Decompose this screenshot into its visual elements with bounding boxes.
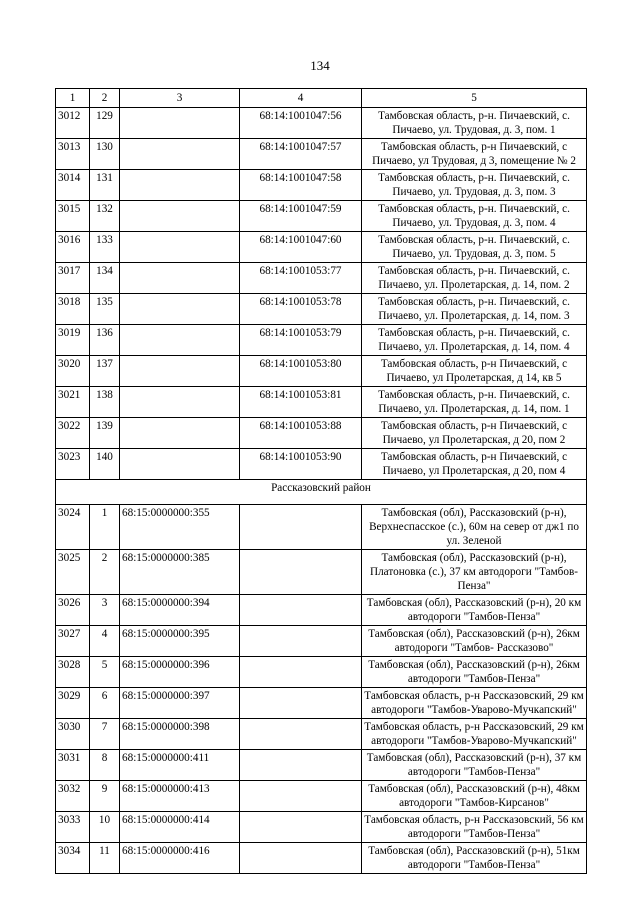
cadastral-number-a-cell	[120, 387, 240, 418]
header-cell: 4	[240, 89, 362, 108]
item-number-cell: 9	[90, 781, 120, 812]
item-number-cell: 10	[90, 812, 120, 843]
item-number-cell: 133	[90, 232, 120, 263]
item-number-cell: 1	[90, 505, 120, 550]
table-row	[56, 781, 587, 812]
cadastral-number-b-cell: 68:14:1001053:88	[240, 418, 362, 449]
cadastral-number-b-cell: 68:14:1001053:77	[240, 263, 362, 294]
address-cell: Тамбовская (обл), Рассказовский (р-н), 51км автодороги "Тамбов-Пенза"	[362, 843, 587, 874]
table-row	[56, 232, 587, 263]
item-number-cell: 129	[90, 108, 120, 139]
cadastral-number-a-cell	[120, 139, 240, 170]
header-cell: 3	[120, 89, 240, 108]
table-row	[56, 356, 587, 387]
address-cell: Тамбовская область, р-н Рассказовский, 56 км автодороги "Тамбов-Пенза"	[362, 812, 587, 843]
row-number-cell: 3013	[56, 139, 90, 170]
cadastral-number-a-cell	[120, 325, 240, 356]
table-row	[56, 294, 587, 325]
cadastral-number-b-cell: 68:14:1001053:90	[240, 449, 362, 480]
table-row	[56, 201, 587, 232]
cadastral-number-a-cell: 68:15:0000000:397	[120, 688, 240, 719]
table-row	[56, 843, 587, 874]
cadastral-number-b-cell: 68:14:1001047:58	[240, 170, 362, 201]
cadastral-number-b-cell	[240, 626, 362, 657]
row-number-cell: 3028	[56, 657, 90, 688]
row-number-cell: 3016	[56, 232, 90, 263]
cadastral-number-b-cell	[240, 781, 362, 812]
row-number-cell: 3023	[56, 449, 90, 480]
cadastral-number-b-cell	[240, 595, 362, 626]
item-number-cell: 136	[90, 325, 120, 356]
address-cell: Тамбовская область, р-н. Пичаевский, с. Пичаево, ул. Пролетарская, д. 14, пом. 3	[362, 294, 587, 325]
row-number-cell: 3030	[56, 719, 90, 750]
cadastral-number-b-cell: 68:14:1001047:60	[240, 232, 362, 263]
address-cell: Тамбовская область, р-н. Пичаевский, с. Пичаево, ул. Пролетарская, д. 14, пом. 2	[362, 263, 587, 294]
table-row	[56, 170, 587, 201]
cadastral-number-a-cell	[120, 201, 240, 232]
item-number-cell: 131	[90, 170, 120, 201]
item-number-cell: 137	[90, 356, 120, 387]
cadastral-number-a-cell: 68:15:0000000:394	[120, 595, 240, 626]
page-number: 134	[310, 58, 330, 73]
table-row	[56, 595, 587, 626]
item-number-cell: 138	[90, 387, 120, 418]
table-row	[56, 719, 587, 750]
row-number-cell: 3022	[56, 418, 90, 449]
cadastral-number-a-cell	[120, 418, 240, 449]
table-row	[56, 550, 587, 595]
cadastral-number-b-cell	[240, 812, 362, 843]
section-row	[56, 480, 587, 505]
table-row	[56, 325, 587, 356]
address-cell: Тамбовская область, р-н Пичаевский, с Пичаево, ул Пролетарская, д 20, пом 4	[362, 449, 587, 480]
item-number-cell: 11	[90, 843, 120, 874]
cadastral-number-b-cell	[240, 505, 362, 550]
table-row	[56, 139, 587, 170]
cadastral-number-b-cell	[240, 843, 362, 874]
cadastral-number-b-cell: 68:14:1001053:78	[240, 294, 362, 325]
item-number-cell: 6	[90, 688, 120, 719]
table-row	[56, 263, 587, 294]
cadastral-number-a-cell: 68:15:0000000:414	[120, 812, 240, 843]
cadastral-number-b-cell: 68:14:1001053:79	[240, 325, 362, 356]
address-cell: Тамбовская (обл), Рассказовский (р-н), 37 км автодороги "Тамбов-Пенза"	[362, 750, 587, 781]
row-number-cell: 3017	[56, 263, 90, 294]
address-cell: Тамбовская область, р-н Пичаевский, с Пичаево, ул Трудовая, д 3, помещение № 2	[362, 139, 587, 170]
table-row	[56, 418, 587, 449]
address-cell: Тамбовская (обл), Рассказовский (р-н), 26км автодороги "Тамбов-Пенза"	[362, 657, 587, 688]
row-number-cell: 3029	[56, 688, 90, 719]
row-number-cell: 3021	[56, 387, 90, 418]
row-number-cell: 3025	[56, 550, 90, 595]
address-cell: Тамбовская (обл), Рассказовский (р-н), Платоновка (с.), 37 км автодороги "Тамбов-Пенза"	[362, 550, 587, 595]
cadastral-number-a-cell	[120, 263, 240, 294]
table-row	[56, 505, 587, 550]
address-cell: Тамбовская область, р-н. Пичаевский, с. Пичаево, ул. Трудовая, д. 3, пом. 1	[362, 108, 587, 139]
row-number-cell: 3026	[56, 595, 90, 626]
cadastral-number-a-cell: 68:15:0000000:385	[120, 550, 240, 595]
item-number-cell: 139	[90, 418, 120, 449]
row-number-cell: 3015	[56, 201, 90, 232]
row-number-cell: 3014	[56, 170, 90, 201]
section-title: Рассказовский район	[56, 480, 587, 505]
row-number-cell: 3033	[56, 812, 90, 843]
cadastral-number-b-cell: 68:14:1001047:57	[240, 139, 362, 170]
header-cell: 1	[56, 89, 90, 108]
item-number-cell: 3	[90, 595, 120, 626]
item-number-cell: 4	[90, 626, 120, 657]
cadastral-number-b-cell	[240, 688, 362, 719]
cadastral-number-b-cell	[240, 657, 362, 688]
header-cell: 2	[90, 89, 120, 108]
row-number-cell: 3027	[56, 626, 90, 657]
cadastral-number-a-cell: 68:15:0000000:355	[120, 505, 240, 550]
address-cell: Тамбовская (обл), Рассказовский (р-н), 48км автодороги "Тамбов-Кирсанов"	[362, 781, 587, 812]
address-cell: Тамбовская область, р-н Рассказовский, 29 км автодороги "Тамбов-Уварово-Мучкапский"	[362, 719, 587, 750]
item-number-cell: 2	[90, 550, 120, 595]
table-row	[56, 812, 587, 843]
table-row	[56, 108, 587, 139]
item-number-cell: 7	[90, 719, 120, 750]
address-cell: Тамбовская область, р-н. Пичаевский, с. Пичаево, ул. Пролетарская, д. 14, пом. 1	[362, 387, 587, 418]
row-number-cell: 3032	[56, 781, 90, 812]
cadastral-number-b-cell: 68:14:1001047:56	[240, 108, 362, 139]
table-row	[56, 657, 587, 688]
header-cell: 5	[362, 89, 587, 108]
cadastral-number-a-cell	[120, 294, 240, 325]
item-number-cell: 134	[90, 263, 120, 294]
item-number-cell: 130	[90, 139, 120, 170]
address-cell: Тамбовская (обл), Рассказовский (р-н), Верхнеспасское (с.), 60м на север от дж1 по ул. Зеленой	[362, 505, 587, 550]
cadastral-number-a-cell	[120, 170, 240, 201]
row-number-cell: 3020	[56, 356, 90, 387]
row-number-cell: 3018	[56, 294, 90, 325]
cadastral-number-a-cell: 68:15:0000000:395	[120, 626, 240, 657]
address-cell: Тамбовская область, р-н. Пичаевский, с. Пичаево, ул. Пролетарская, д. 14, пом. 4	[362, 325, 587, 356]
table-row	[56, 387, 587, 418]
address-cell: Тамбовская (обл), Рассказовский (р-н), 20 км автодороги "Тамбов-Пенза"	[362, 595, 587, 626]
table-row	[56, 688, 587, 719]
table-row	[56, 626, 587, 657]
item-number-cell: 135	[90, 294, 120, 325]
cadastral-number-b-cell	[240, 750, 362, 781]
item-number-cell: 5	[90, 657, 120, 688]
address-cell: Тамбовская область, р-н. Пичаевский, с. Пичаево, ул. Трудовая, д. 3, пом. 3	[362, 170, 587, 201]
cadastral-number-b-cell: 68:14:1001053:81	[240, 387, 362, 418]
address-cell: Тамбовская область, р-н Пичаевский, с Пичаево, ул Пролетарская, д 14, кв 5	[362, 356, 587, 387]
address-cell: Тамбовская область, р-н Рассказовский, 29 км автодороги "Тамбов-Уварово-Мучкапский"	[362, 688, 587, 719]
row-number-cell: 3031	[56, 750, 90, 781]
row-number-cell: 3024	[56, 505, 90, 550]
table-row	[56, 449, 587, 480]
item-number-cell: 132	[90, 201, 120, 232]
cadastral-number-b-cell: 68:14:1001047:59	[240, 201, 362, 232]
header-row	[56, 89, 587, 108]
row-number-cell: 3034	[56, 843, 90, 874]
cadastral-number-a-cell: 68:15:0000000:396	[120, 657, 240, 688]
cadastral-number-a-cell	[120, 108, 240, 139]
address-cell: Тамбовская область, р-н. Пичаевский, с. Пичаево, ул. Трудовая, д. 3, пом. 5	[362, 232, 587, 263]
address-cell: Тамбовская область, р-н Пичаевский, с Пичаево, ул Пролетарская, д 20, пом 2	[362, 418, 587, 449]
item-number-cell: 140	[90, 449, 120, 480]
cadastral-number-a-cell: 68:15:0000000:411	[120, 750, 240, 781]
cadastral-number-b-cell	[240, 719, 362, 750]
cadastral-number-a-cell	[120, 449, 240, 480]
cadastral-number-a-cell: 68:15:0000000:416	[120, 843, 240, 874]
registry-table	[55, 88, 587, 874]
cadastral-number-b-cell	[240, 550, 362, 595]
item-number-cell: 8	[90, 750, 120, 781]
cadastral-number-a-cell: 68:15:0000000:413	[120, 781, 240, 812]
row-number-cell: 3019	[56, 325, 90, 356]
address-cell: Тамбовская (обл), Рассказовский (р-н), 26км автодороги "Тамбов- Рассказово"	[362, 626, 587, 657]
cadastral-number-a-cell	[120, 232, 240, 263]
address-cell: Тамбовская область, р-н. Пичаевский, с. Пичаево, ул. Трудовая, д. 3, пом. 4	[362, 201, 587, 232]
table-row	[56, 750, 587, 781]
row-number-cell: 3012	[56, 108, 90, 139]
cadastral-number-a-cell: 68:15:0000000:398	[120, 719, 240, 750]
cadastral-number-b-cell: 68:14:1001053:80	[240, 356, 362, 387]
cadastral-number-a-cell	[120, 356, 240, 387]
